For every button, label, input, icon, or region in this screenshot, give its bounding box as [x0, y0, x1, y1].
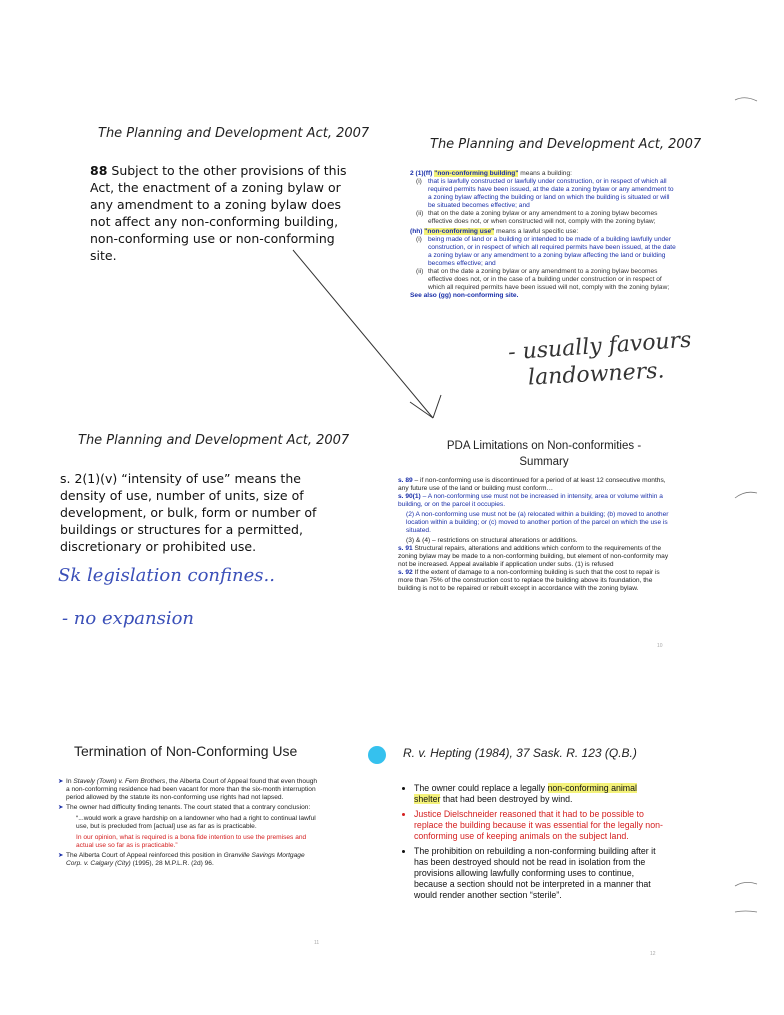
slide6-bullet-3: • The prohibition on rebuilding a non-conforming building after it has been destroyed should not be read in isolation from the provisions allowing lawfully conforming uses to continue, because a section should not be interpreted in a manner that would render another section “sterile”.: [414, 846, 664, 901]
slide5-bullet-2: ➤ The owner had difficulty finding tenants. The court stated that a contrary conclusion:: [58, 804, 311, 811]
slide6-title: R. v. Hepting (1984), 37 Sask. R. 123 (Q.B.): [403, 746, 637, 760]
slide4-title: PDA Limitations on Non-conformities - Summary: [446, 440, 642, 468]
s89: s. 89 – if non-conforming use is discontinued for a period of at least 12 consecutive months, any future use of the land or building must conform…: [398, 477, 666, 492]
court-quote: “...would work a grave hardship on a landowner who had a right to continual lawful use, but is precluded from [actual] use as far as is practicable.: [76, 815, 316, 830]
handwriting-note-3: Sk legislation confines..: [58, 565, 275, 586]
arrow-bullet-icon: ➤: [58, 778, 64, 785]
def-hh-ii: (ii) that on the date a zoning bylaw or any amendment to a zoning bylaw becomes effective does not, or in the case of a building under construction or in respect of which all required permits have been issued will not, comply with the zoning bylaw;: [416, 268, 670, 291]
ff-term: "non-conforming building": [434, 170, 519, 177]
s90-2: (2) A non-conforming use must not be (a) relocated within a building; (b) moved to another location within a building; or (c) moved to another portion of the parcel on which the use is situated.: [406, 511, 669, 534]
hh-term: "non-conforming use": [424, 228, 495, 235]
slide1-title: The Planning and Development Act, 2007: [98, 126, 370, 141]
handwriting-note-1: - usually favours: [507, 327, 693, 366]
handwriting-note-4: - no expansion: [62, 608, 195, 629]
handwriting-note-2: landowners.: [527, 358, 666, 391]
def-ff: [410, 170, 678, 178]
page-number-12: 12: [650, 951, 656, 957]
page-number-11: 11: [314, 940, 320, 946]
s90-3-4: (3) & (4) – restrictions on structural alterations or additions.: [406, 537, 578, 544]
slide5-body: [58, 778, 320, 868]
highlighter-dot: [368, 746, 386, 764]
slide6-body: [402, 783, 664, 905]
court-quote-red: In our opinion, what is required is a bona fide intention to use the premises and actual use so far as is practicable.”: [76, 834, 307, 849]
slide5-bullet-3: ➤ The Alberta Court of Appeal reinforced this position in Granville Savings Mortgage Corp. v. Calgary (City) (1995), 28 M.P.L.R. (2d) 96.: [58, 852, 305, 867]
s90-1: s. 90(1) – A non-conforming use must not be increased in intensity, area or volume within a building, or on the parcel it occupies.: [398, 493, 663, 508]
ff-rest: means a building:: [518, 170, 572, 177]
s92: s. 92 If the extent of damage to a non-conforming building is such that the cost to repair is more than 75% of the construction cost to replace the building above its foundation, the building is not to be repaired or rebuilt except in accordance with the zoning bylaw.: [398, 569, 660, 592]
slide2-definitions: [410, 170, 678, 300]
slide4-body: [398, 477, 670, 593]
def-hh: [410, 228, 678, 236]
slide5-title: Termination of Non-Conforming Use: [74, 743, 298, 759]
arrow-bullet-icon: ➤: [58, 852, 64, 859]
slide2-title: The Planning and Development Act, 2007: [430, 137, 702, 152]
arrow-bullet-icon: ➤: [58, 804, 64, 811]
s91: s. 91 Structural repairs, alterations and additions which conform to the requirements of the zoning bylaw may be made to a non-conforming building, but element of non-conformity may not be increased. Appeal available if application under subs. (1) is refused: [398, 545, 669, 568]
see-also: See also (gg) non-conforming site.: [410, 292, 519, 299]
section-number: 88: [90, 163, 108, 178]
hh-rest: means a lawful specific use:: [494, 228, 579, 235]
slide5-bullet-1: ➤ In Stavely (Town) v. Fern Brothers, the Alberta Court of Appeal found that even though a non-conforming residence had been vacant for more than the six-month interruption period allowed by the statute its non-conforming use rights had not lapsed.: [58, 778, 318, 801]
def-hh-i: (i) being made of land or a building or intended to be made of a building lawfully under construction, or in respect of which all required permits have been issued, at the date a zoning bylaw or any amendment to a zoning bylaw affecting the land or building becomes effective; and: [416, 236, 676, 267]
hh-ref: (hh): [410, 228, 423, 235]
page-number-10: 10: [657, 643, 663, 649]
def-ff-i: (i) that is lawfully constructed or lawfully under construction, or in respect of which all required permits have been issued, at the date a zoning bylaw or any amendment to a zoning bylaw affecting the building or land on which the building is situated or will be situated becomes effective; and: [416, 178, 674, 209]
slide3-text: s. 2(1)(v) “intensity of use” means the density of use, number of units, size of development, or bulk, form or number of buildings or structures for a permitted, discretionary or prohibited use.: [60, 471, 317, 554]
slide3-title: The Planning and Development Act, 2007: [78, 433, 350, 448]
slide6-bullet-2: • Justice Dielschneider reasoned that it had to be possible to replace the building because it was essential for the legally non-conforming use of keeping animals on the subject land.: [414, 809, 664, 842]
def-ff-ii: (ii) that on the date a zoning bylaw or any amendment to a zoning bylaw becomes effective does not, or when constructed will not, comply with the zoning bylaw;: [416, 210, 658, 225]
section-text: Subject to the other provisions of this Act, the enactment of a zoning bylaw or any amendment to a zoning bylaw does not affect any non-conforming building, non-conforming use or non-conforming site.: [90, 163, 347, 263]
slide6-bullet-1: • The owner could replace a legally non-conforming animal shelter that had been destroyed by wind.: [414, 783, 664, 805]
ff-ref: 2 (1)(ff): [410, 170, 433, 177]
